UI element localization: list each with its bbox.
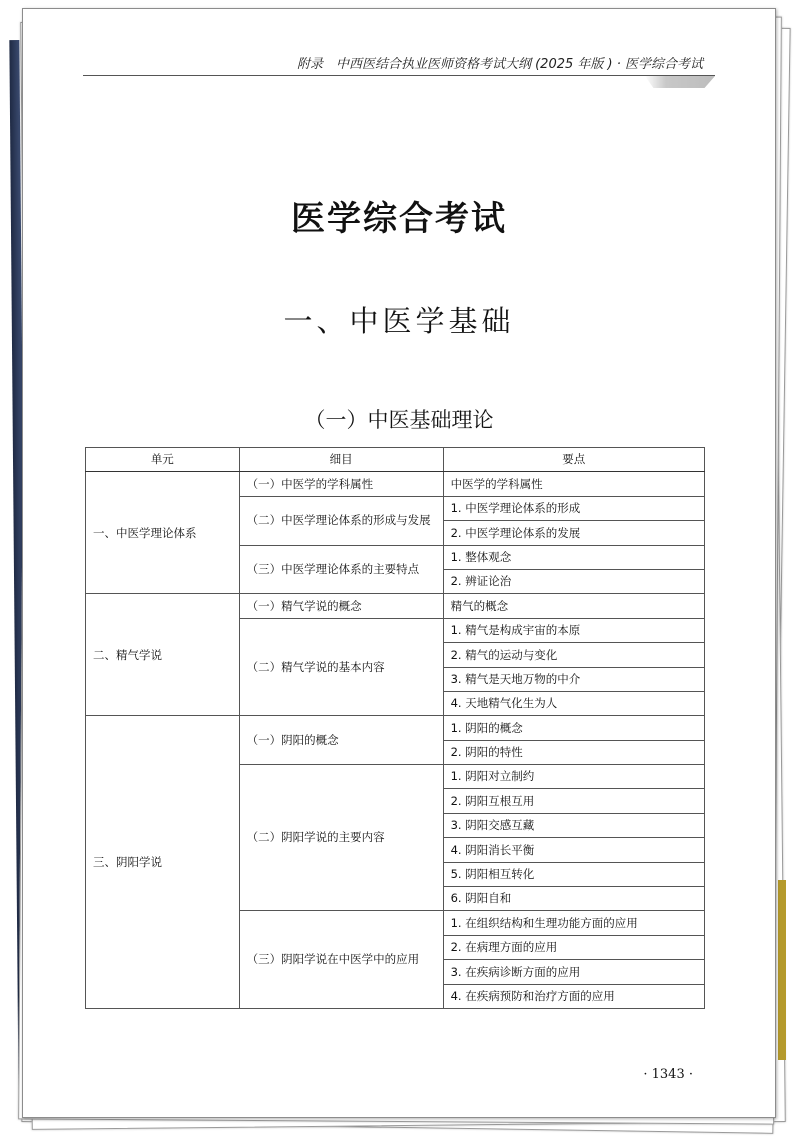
section-title: （一）中医基础理论 <box>304 408 494 432</box>
column-header-unit: 单元 <box>86 448 240 472</box>
header-rule <box>83 75 715 76</box>
point-cell: 2. 中医学理论体系的发展 <box>443 521 704 545</box>
point-cell: 2. 精气的运动与变化 <box>443 643 704 667</box>
point-cell: 2. 辨证论治 <box>443 569 704 593</box>
column-header-point: 要点 <box>443 448 704 472</box>
unit-cell: 三、阴阳学说 <box>86 716 240 1009</box>
item-cell: （二）中医学理论体系的形成与发展 <box>239 496 443 545</box>
point-cell: 3. 在疾病诊断方面的应用 <box>443 960 704 984</box>
table-row <box>86 472 705 496</box>
point-cell: 3. 阴阳交感互藏 <box>443 813 704 837</box>
point-cell: 5. 阴阳相互转化 <box>443 862 704 886</box>
point-cell: 1. 在组织结构和生理功能方面的应用 <box>443 911 704 935</box>
point-cell: 1. 阴阳对立制约 <box>443 765 704 789</box>
point-cell: 6. 阴阳自和 <box>443 887 704 911</box>
book-cover-edge <box>778 880 786 1060</box>
point-cell: 2. 在病理方面的应用 <box>443 935 704 959</box>
point-cell: 2. 阴阳互根互用 <box>443 789 704 813</box>
point-cell: 1. 中医学理论体系的形成 <box>443 496 704 520</box>
table-row <box>86 716 705 740</box>
item-cell: （一）中医学的学科属性 <box>239 472 443 496</box>
column-header-item: 细目 <box>239 448 443 472</box>
page-number: · 1343 · <box>643 1067 693 1082</box>
point-cell: 4. 阴阳消长平衡 <box>443 838 704 862</box>
point-cell: 4. 在疾病预防和治疗方面的应用 <box>443 984 704 1008</box>
point-cell: 4. 天地精气化生为人 <box>443 691 704 715</box>
point-cell: 1. 整体观念 <box>443 545 704 569</box>
item-cell: （三）中医学理论体系的主要特点 <box>239 545 443 594</box>
item-cell: （二）精气学说的基本内容 <box>239 618 443 716</box>
table-header-row <box>86 448 705 472</box>
unit-cell: 二、精气学说 <box>86 594 240 716</box>
point-cell: 3. 精气是天地万物的中介 <box>443 667 704 691</box>
table-row <box>86 594 705 618</box>
document-title: 医学综合考试 <box>291 199 507 239</box>
unit-cell: 一、中医学理论体系 <box>86 472 240 594</box>
item-cell: （二）阴阳学说的主要内容 <box>239 765 443 911</box>
syllabus-table <box>85 447 705 1009</box>
point-cell: 1. 精气是构成宇宙的本原 <box>443 618 704 642</box>
document-page <box>22 8 776 1118</box>
item-cell: （三）阴阳学说在中医学中的应用 <box>239 911 443 1009</box>
point-cell: 2. 阴阳的特性 <box>443 740 704 764</box>
point-cell: 中医学的学科属性 <box>443 472 704 496</box>
header-decoration <box>645 76 715 88</box>
item-cell: （一）阴阳的概念 <box>239 716 443 765</box>
item-cell: （一）精气学说的概念 <box>239 594 443 618</box>
point-cell: 精气的概念 <box>443 594 704 618</box>
running-header: 附录 中西医结合执业医师资格考试大纲 (2025 年版 ) · 医学综合考试 <box>296 57 703 72</box>
part-title: 一、中医学基础 <box>283 304 515 338</box>
point-cell: 1. 阴阳的概念 <box>443 716 704 740</box>
